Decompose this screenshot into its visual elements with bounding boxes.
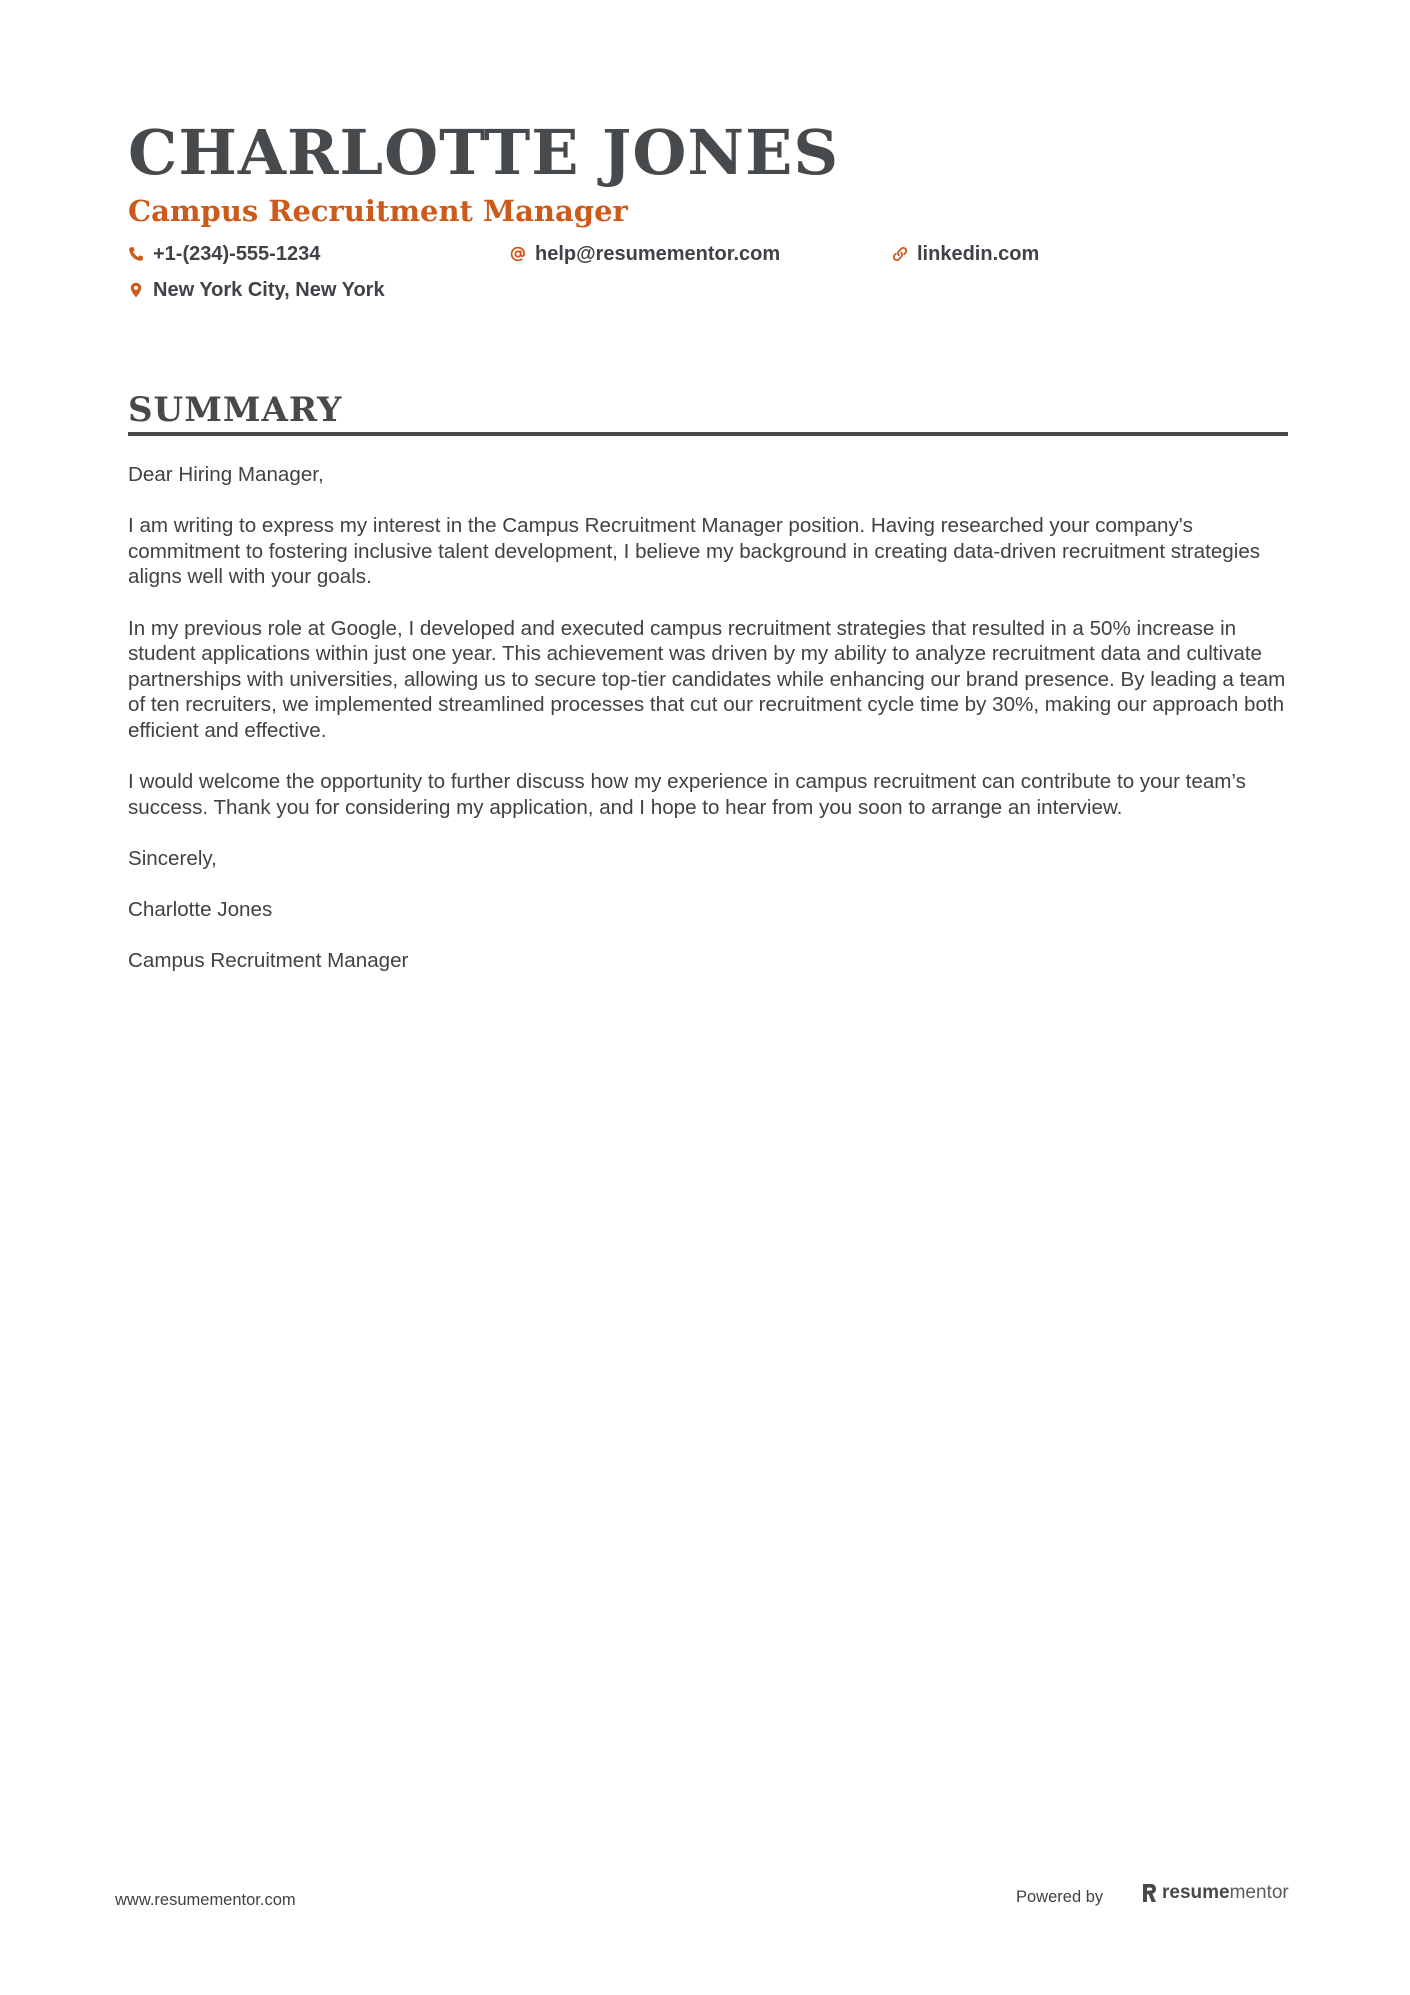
email-link[interactable]: help@resumementor.com bbox=[535, 243, 781, 265]
resumementor-logo-icon bbox=[1141, 1882, 1157, 1904]
section-title-summary: SUMMARY bbox=[128, 390, 343, 430]
brand-wordmark bbox=[1162, 1882, 1289, 1904]
letter-closing: Sincerely, bbox=[128, 846, 217, 870]
contact-location bbox=[128, 277, 385, 303]
signature-title: Campus Recruitment Manager bbox=[128, 949, 409, 973]
brand-wordmark-light: mentor bbox=[1229, 1882, 1289, 1903]
signature-name: Charlotte Jones bbox=[128, 898, 273, 922]
brand-wordmark-bold: resume bbox=[1162, 1882, 1230, 1903]
brand-logo[interactable] bbox=[1141, 1882, 1289, 1904]
candidate-name: CHARLOTTE JONES bbox=[128, 116, 840, 189]
map-pin-icon bbox=[128, 282, 144, 298]
link-icon bbox=[892, 246, 908, 262]
phone-text: +1-(234)-555-1234 bbox=[153, 243, 321, 265]
section-divider bbox=[128, 432, 1288, 436]
contact-phone bbox=[128, 241, 320, 267]
letter-paragraph: In my previous role at Google, I developed and executed campus recruitment strategies that resulted in a 50% increase in student applications within just one year. This achievement was driven by my ability to analyze recruitment data and cultivate partnerships with universities, allowing us to secure top-tier candidates while enhancing our brand presence. By leading a team of ten recruiters, we implemented streamlined processes that cut our recruitment cycle time by 30%, making our approach both efficient and effective. bbox=[128, 616, 1286, 742]
at-sign-icon bbox=[510, 246, 526, 262]
location-text: New York City, New York bbox=[153, 279, 385, 301]
contact-website[interactable] bbox=[892, 241, 1039, 267]
letter-greeting: Dear Hiring Manager, bbox=[128, 463, 324, 486]
phone-icon bbox=[128, 246, 144, 262]
website-link[interactable]: linkedin.com bbox=[917, 243, 1040, 265]
powered-by-label: Powered by bbox=[1016, 1888, 1104, 1906]
footer-website-link[interactable]: www.resumementor.com bbox=[115, 1891, 296, 1909]
letter-paragraph: I would welcome the opportunity to further discuss how my experience in campus recruitment can contribute to your team’s success. Thank you for considering my application, and I hope to hear from you soon to arrange an interview. bbox=[128, 770, 1246, 819]
letter-body bbox=[128, 462, 1296, 999]
letter-paragraph: I am writing to express my interest in the Campus Recruitment Manager position. Having researched your company's commitment to fostering inclusive talent development, I believe my background in creating data-driven recruitment strategies aligns well with your goals. bbox=[128, 514, 1261, 589]
job-title: Campus Recruitment Manager bbox=[128, 194, 628, 228]
contact-email[interactable] bbox=[510, 241, 780, 267]
